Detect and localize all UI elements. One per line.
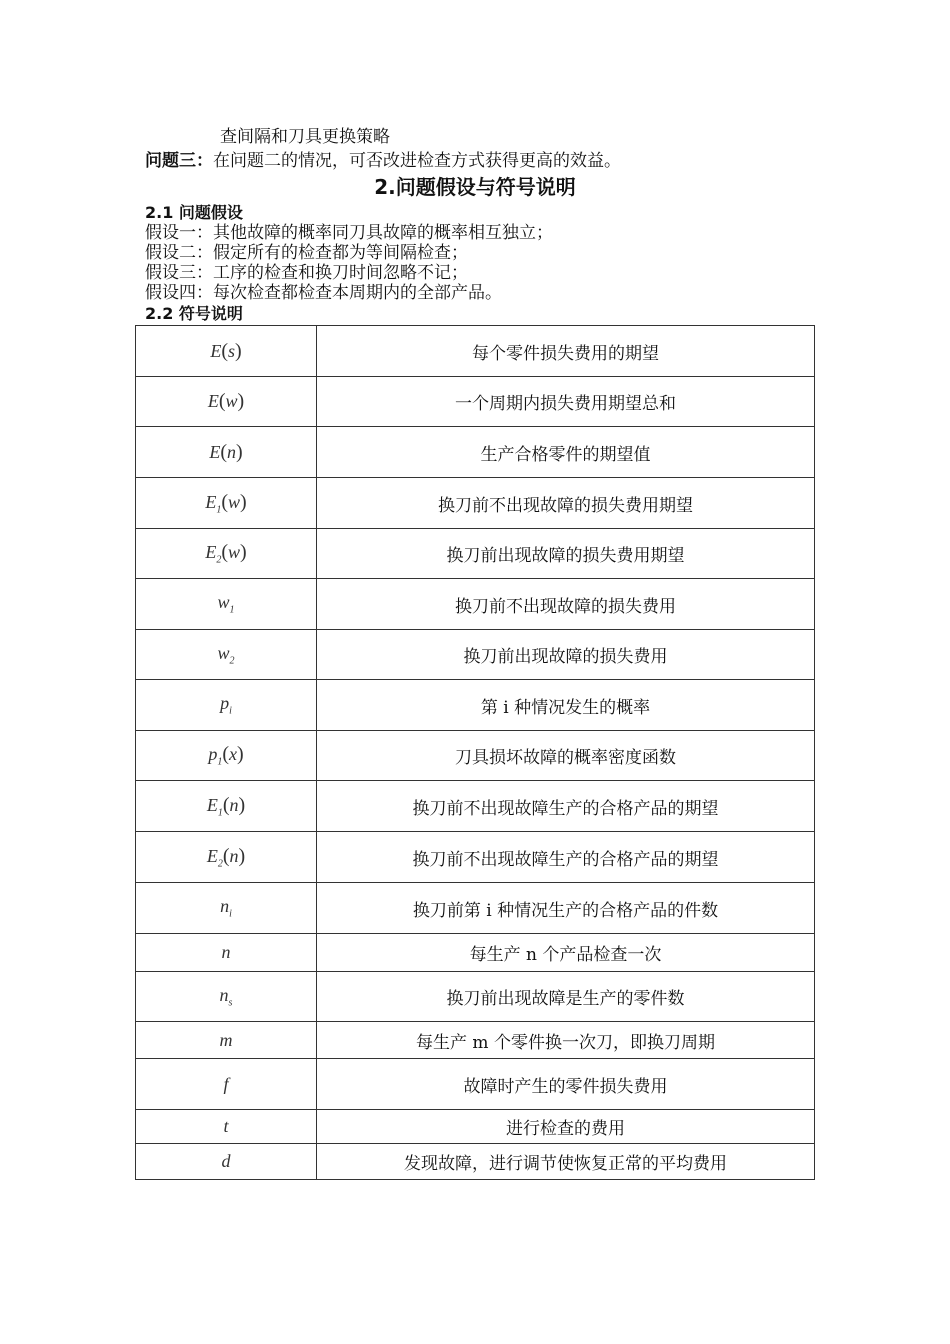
description-cell: 每生产 m 个零件换一次刀，即换刀周期: [317, 1022, 815, 1059]
symbol-base: p: [220, 693, 230, 714]
symbol-argument: w: [227, 491, 240, 512]
symbol-subscript: s: [228, 997, 233, 1009]
symbol-subscript: 2: [229, 655, 235, 667]
symbol-subscript: 1: [216, 504, 222, 516]
table-row: [136, 579, 815, 630]
table-row: [136, 883, 815, 934]
symbol-argument: w: [225, 391, 238, 411]
symbol-cell: [136, 1144, 317, 1180]
symbol-base: f: [223, 1073, 229, 1094]
open-paren: (: [222, 844, 230, 867]
symbol-base: E: [206, 794, 218, 815]
symbol-cell: [136, 377, 317, 427]
symbol-base: E: [207, 391, 219, 411]
subsection-assumptions-title: 2.1 问题假设: [145, 203, 243, 222]
symbol-argument: s: [227, 340, 235, 361]
symbol-subscript: 2: [216, 554, 222, 566]
continuation-text: 查间隔和刀具更换策略: [220, 127, 390, 147]
symbol-base: n: [219, 984, 229, 1005]
symbol-cell: [136, 529, 317, 579]
symbol-argument: n: [229, 845, 239, 866]
table-row: [136, 731, 815, 781]
open-paren: (: [221, 339, 228, 362]
table-row: [136, 478, 815, 529]
close-paren: ): [240, 541, 247, 564]
symbol-subscript: 1: [229, 604, 235, 616]
description-cell: 换刀前出现故障是生产的零件数: [317, 972, 815, 1022]
subsection-symbols-title: 2.2 符号说明: [145, 304, 243, 323]
symbol-cell: [136, 478, 317, 529]
symbol-cell: [136, 731, 317, 781]
symbol-base: E: [205, 542, 217, 563]
table-row: [136, 1059, 815, 1110]
question-three-label: 问题三：: [145, 151, 213, 171]
open-paren: (: [222, 793, 230, 816]
description-cell: 换刀前不出现故障生产的合格产品的期望: [317, 832, 815, 883]
description-cell: 发现故障，进行调节使恢复正常的平均费用: [317, 1144, 815, 1180]
symbol-base: E: [209, 441, 221, 462]
symbol-subscript: i: [229, 908, 232, 920]
symbol-cell: [136, 781, 317, 832]
table-row: [136, 832, 815, 883]
table-row: [136, 326, 815, 377]
question-three-text: 在问题二的情况，可否改进检查方式获得更高的效益。: [213, 151, 621, 171]
close-paren: ): [237, 743, 244, 766]
symbol-base: n: [220, 896, 230, 917]
symbol-base: p: [208, 744, 218, 765]
table-row: [136, 1144, 815, 1180]
description-cell: 换刀前不出现故障的损失费用: [317, 579, 815, 630]
open-paren: (: [220, 440, 227, 463]
table-row: [136, 529, 815, 579]
symbol-base: m: [219, 1029, 233, 1050]
table-row: [136, 972, 815, 1022]
symbol-cell: [136, 579, 317, 630]
symbol-cell: [136, 832, 317, 883]
symbol-argument: x: [229, 744, 237, 765]
description-cell: 一个周期内损失费用期望总和: [317, 377, 815, 427]
description-cell: 换刀前出现故障的损失费用: [317, 630, 815, 680]
symbol-cell: [136, 883, 317, 934]
description-cell: 故障时产生的零件损失费用: [317, 1059, 815, 1110]
close-paren: ): [235, 339, 242, 362]
symbol-base: d: [221, 1151, 231, 1171]
assumption-3: 假设三：工序的检查和换刀时间忽略不记；: [145, 263, 468, 283]
symbol-base: w: [217, 592, 230, 613]
symbol-base: E: [205, 491, 217, 512]
symbol-subscript: 1: [217, 756, 223, 768]
symbol-cell: [136, 972, 317, 1022]
section-title: 2.问题假设与符号说明: [374, 175, 576, 199]
description-cell: 第 i 种情况发生的概率: [317, 680, 815, 731]
description-cell: 进行检查的费用: [317, 1110, 815, 1144]
table-row: [136, 377, 815, 427]
symbol-base: w: [217, 642, 230, 663]
table-row: [136, 934, 815, 972]
description-cell: 换刀前不出现故障生产的合格产品的期望: [317, 781, 815, 832]
description-cell: 换刀前不出现故障的损失费用期望: [317, 478, 815, 529]
symbol-cell: [136, 326, 317, 377]
description-cell: 刀具损坏故障的概率密度函数: [317, 731, 815, 781]
symbol-subscript: 2: [217, 858, 223, 870]
table-row: [136, 630, 815, 680]
symbol-cell: [136, 1022, 317, 1059]
open-paren: (: [221, 490, 228, 513]
open-paren: (: [221, 541, 228, 564]
symbol-cell: [136, 427, 317, 478]
symbol-subscript: 1: [217, 807, 223, 819]
open-paren: (: [218, 390, 226, 412]
symbol-cell: [136, 630, 317, 680]
question-three: [145, 151, 621, 171]
close-paren: ): [240, 490, 247, 513]
symbol-cell: [136, 1110, 317, 1144]
symbol-base: E: [206, 845, 218, 866]
symbol-argument: w: [227, 542, 240, 563]
open-paren: (: [222, 743, 229, 766]
symbol-subscript: i: [229, 705, 232, 717]
assumption-4: 假设四：每次检查都检查本周期内的全部产品。: [145, 283, 502, 303]
symbol-cell: [136, 1059, 317, 1110]
close-paren: ): [238, 793, 246, 816]
table-row: [136, 1110, 815, 1144]
description-cell: 换刀前第 i 种情况生产的合格产品的件数: [317, 883, 815, 934]
symbol-cell: [136, 934, 317, 972]
description-cell: 每生产 n 个产品检查一次: [317, 934, 815, 972]
symbol-argument: n: [229, 794, 239, 815]
table-row: [136, 1022, 815, 1059]
table-row: [136, 680, 815, 731]
symbol-base: n: [221, 942, 231, 962]
symbol-argument: n: [227, 441, 236, 462]
table-row: [136, 781, 815, 832]
symbol-cell: [136, 680, 317, 731]
symbol-base: t: [223, 1116, 229, 1136]
assumption-1: 假设一：其他故障的概率同刀具故障的概率相互独立；: [145, 223, 553, 243]
table-row: [136, 427, 815, 478]
close-paren: ): [238, 844, 246, 867]
close-paren: ): [237, 390, 245, 412]
close-paren: ): [236, 440, 243, 463]
description-cell: 生产合格零件的期望值: [317, 427, 815, 478]
assumption-2: 假设二：假定所有的检查都为等间隔检查；: [145, 243, 468, 263]
description-cell: 每个零件损失费用的期望: [317, 326, 815, 377]
symbol-table: [135, 325, 815, 1180]
symbol-base: E: [210, 340, 222, 361]
description-cell: 换刀前出现故障的损失费用期望: [317, 529, 815, 579]
